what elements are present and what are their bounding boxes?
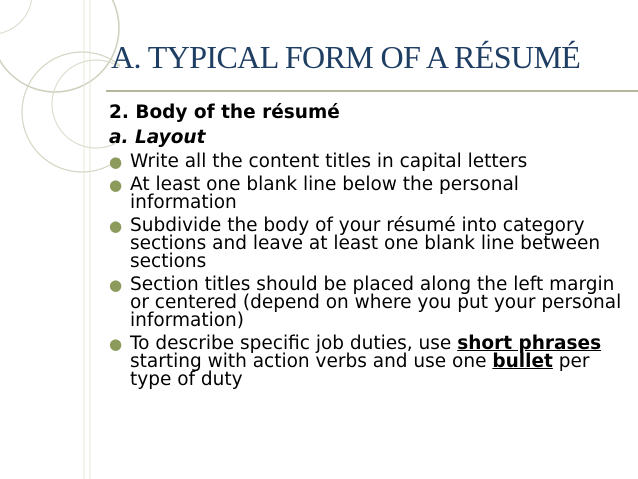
list-item [109, 176, 631, 212]
list-item [109, 217, 631, 271]
list-item [109, 335, 631, 389]
circle-bullet-icon: ● [109, 335, 123, 353]
bullet-text: Subdivide the body of your résumé into category sections and leave at least one blank line between sections [130, 215, 601, 272]
section-heading: 2. Body of the résumé [109, 102, 340, 123]
bullet-text-before: To describe specific job duties, use [130, 333, 458, 354]
emphasis-bullet: bullet [492, 351, 553, 372]
slide-title: A. TYPICAL FORM OF A RÉSUMÉ [111, 39, 581, 75]
slide-body [109, 104, 631, 394]
circle-bullet-icon: ● [109, 153, 123, 171]
bullet-text: Section titles should be placed along the left margin or centered (depend on where you put your personal information) [130, 274, 622, 331]
concentric-arcs-decoration [0, 0, 123, 479]
list-item [109, 276, 631, 330]
bullet-text: Write all the content titles in capital letters [130, 151, 528, 172]
bullet-text-after: per type of duty [130, 351, 590, 390]
circle-bullet-icon: ● [109, 217, 123, 235]
bullet-list [109, 153, 631, 389]
bullet-text-middle: starting with action verbs and use one [130, 351, 493, 372]
title-divider [106, 90, 638, 92]
subsection-heading: a. Layout [109, 127, 206, 148]
bullet-text: At least one blank line below the personal information [130, 174, 519, 213]
emphasis-short-phrases: short phrases [457, 333, 602, 354]
circle-bullet-icon: ● [109, 276, 123, 294]
circle-bullet-icon: ● [109, 176, 123, 194]
list-item [109, 153, 631, 171]
